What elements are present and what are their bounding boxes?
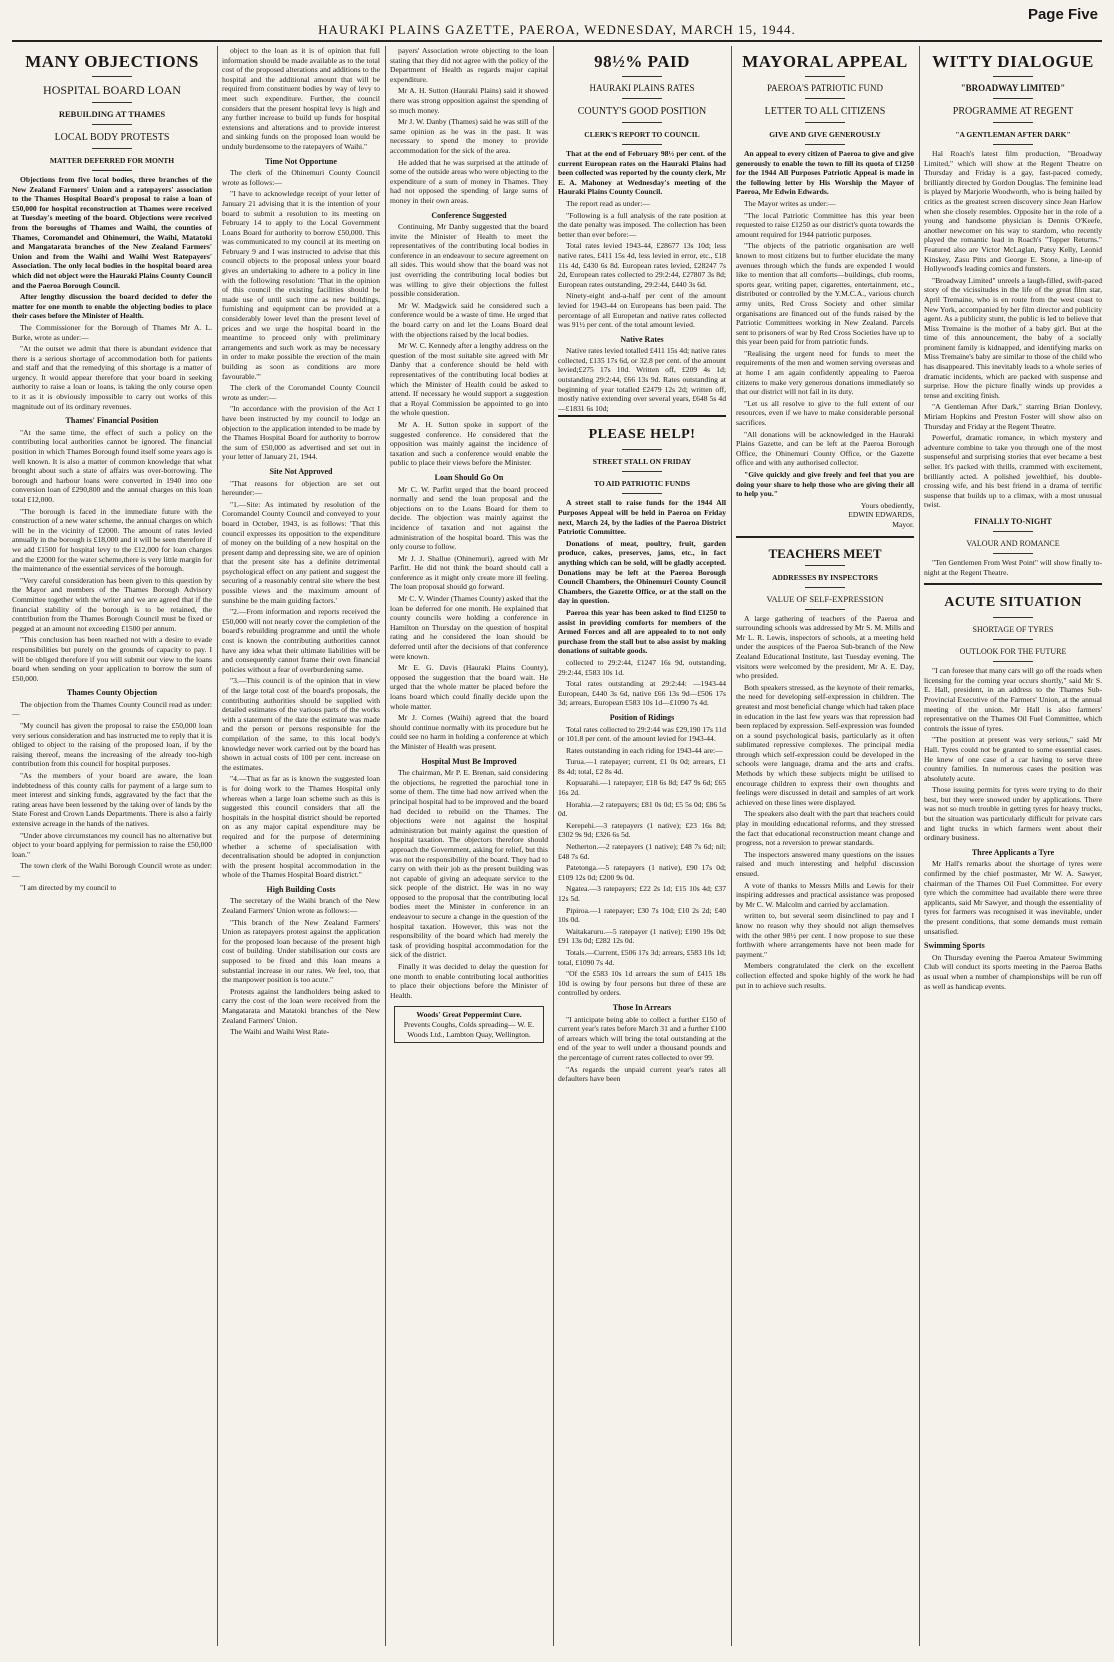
paragraph: "As the members of your board are aware, the loan indebtedness of this county calls for payment of a large sum to meet interest and sinking funds, aggravated by the fact that the rating areas have been lessened by the taking over of lands by the State Forest and Crown Lands Departments. There is also a fairly extensive acreage in the hands of the natives. [12,771,212,828]
paragraph: Mr A. H. Sutton (Hauraki Plains) said it showed there was strong opposition against the spending of so much money. [390,86,548,115]
deck: LOCAL BODY PROTESTS [54,132,170,143]
masthead [12,6,1102,42]
headline-mayoral-appeal: MAYORAL APPEAL [742,52,908,71]
paragraph: Finally it was decided to delay the question for one month to enable contributing local authorities to place their objections before the Minister of Health. [390,962,548,1000]
subheading-swimming-sports: Swimming Sports [924,941,985,951]
divider [622,493,662,494]
paragraph: A large gathering of teachers of the Paeroa and surrounding schools was addressed by Mr S. M. Mills and Mr L. R. Lewis, inspectors of schools, at a meeting held under the auspices of the Paeroa Sub-branch of the New Zealand Educational Institute, last Tuesday evening. The visitors were welcomed by the president, Mr A. E. Day, who presided. [736,613,914,681]
headline-finally-tonight: FINALLY TO-NIGHT [974,516,1052,526]
divider [622,76,662,77]
paragraph: "I anticipate being able to collect a further £150 of current year's rates before March 31 and a further £100 of arrears which will bring the total outstanding at the end of the year to well under a thousand pounds and the percentage of current rates collected to over 99. [558,1014,726,1062]
paragraph: Kerepehi.—3 ratepayers (1 native); £23 16s 8d; £302 9s 9d; £326 6s 5d. [558,820,726,840]
headline-acute-situation: ACUTE SITUATION [944,595,1082,611]
paragraph: "At the outset we admit that there is abundant evidence that there is a serious shortage of accommodation both for patients and staff and that the remedying of this shortage is a matter of urgency. It would appear therefore that your board in seeking authority to raise a loan or loans, is taking the only course open to it as it is obviously impossible to carry out works of this magnitude out of its ordinary revenues. [12,344,212,411]
acute-situation-article [924,583,1102,936]
paragraph: Patetonga.—5 ratepayers (1 native), £90 17s 0d; £109 12s 0d; £200 9s 0d. [558,863,726,882]
divider [993,144,1033,145]
paragraph: Mr W. C. Kennedy after a lengthy address on the question of the most suitable site agreed with Mr Danby that a conference should be held with representatives of the contributing local bodies at which the Minister of Health could be asked to attend. If necessary he would support a suggestion that a Royal Commission be appointed to go into the whole question. [390,341,548,418]
advertisement-peppermint-cure [394,1006,544,1043]
paragraph: "The borough is faced in the immediate future with the construction of a new water scheme, the annual charges on which will be in the vicinity of £2000. The amount of rates levied annually in the borough is £18,000 and it will be seen therefore if we add £1500 for hospital levy to the £12,000 for loan charges and the £2000 for the water scheme,there is very little margin for the maintenance of the essential services of the borough. [12,506,212,574]
headline-paid: 98½% PAID [594,52,690,71]
subheading: Hospital Must Be Improved [421,756,517,766]
divider [805,144,845,145]
headline-many-objections: MANY OBJECTIONS [25,52,199,71]
masthead-title: HAURAKI PLAINS GAZETTE, PAEROA, WEDNESDAY, MARCH 15, 1944. [318,22,796,37]
divider [92,170,132,171]
deck: COUNTY'S GOOD POSITION [577,106,707,117]
subheading: High Building Costs [266,884,336,894]
paragraph: "Let us all resolve to give to the full extent of our resources, even if we have to make considerable personal sacrifices. [736,398,914,428]
paragraph: written to, but several seem disinclined to pay and I know no reason why they should not align themselves with the other 98½ per cent. I now propose to sue these forthwith where arrangements have not been made for payment." [736,911,914,959]
divider [993,553,1033,554]
teachers-meet-article [736,536,914,910]
divider [805,98,845,99]
paragraph: object to the loan as it is of opinion that full information should be made available as to the total cost of the proposed alterations and additions to the hospital and the additional amount that will be required from constituent bodies by way of levy to meet such expenditure. Further, the council considers that the present hospital levy is high and any further increase to build up funds for hospital extensions and alterations and to provide interest and sinking funds on the proposed loan would be unduly burdensome to the ratepayers of Waihi." [222,46,380,151]
paragraph: Native rates levied totalled £411 15s 4d; native rates collected, £135 17s 6d, or 32.8 per cent. of the amount levied;£275 17s 10d. Written off, £209 4s 1d; outstanding 29:2:44, £66 13s 9d. Rates outstanding at beginning of year totalled £2479 12s 2d; written off, mostly native extending over several years, £648 5s 4d—£1831 6s 10d; [558,346,726,413]
subheading: Loan Should Go On [434,472,504,482]
column-rule [217,46,218,1646]
paragraph: Waitakaruru.—5 ratepayer (1 native); £190 19s 0d; £91 13s 0d; £282 12s 0d. [558,926,726,946]
divider [92,124,132,125]
paragraph: "Of the £583 10s 1d arrears the sum of £415 18s 10d is owing by four persons but three of these are controlled by orders. [558,969,726,998]
paragraph: Mr J. Cornes (Waihi) agreed that the board should continue normally with its procedure but he could see no harm in holding a conference at which the Minister of Health was present. [390,713,548,751]
column-4 [558,46,726,1646]
column-rule [385,46,386,1646]
column-2 [222,46,380,1646]
paragraph: "The local Patriotic Committee has this year been requested to raise £1250 as our district's quota towards the amount required for 1944 patriotic purposes. [736,210,914,239]
paragraph: "Very careful consideration has been given to this question by the Mayor and members of the Thames Borough Advisory Committee together with the writer and we are agreed that if the financial stability of the borough is to be retained, the contribution from the Thames Borough Council must be fixed or pegged at an amount not exceeding £1500 per annum. [12,575,212,633]
paragraph: "A Gentleman After Dark," starring Brian Donlevy, Miriam Hopkins and Preston Foster will show also on Thursday and Friday at the Regent Theatre. [924,402,1102,431]
paragraph: "The objects of the patriotic organisation are well known to most citizens but to further elucidate the many avenues through which the funds are expended I would like to mention that all comforts—buildings, club rooms, sports gear, writing paper, cigarettes, entertainment, etc., distributed or controlled by the Y.M.C.A., various church army units, Red Cross Society and other similar organisations are financed out of the funds raised by the Patriotic Committees working in New Zealand. Parcels sent to prisoners of war by Red Cross Societies have up to this year been paid for from patriotic funds. [736,241,914,347]
signoff: Yours obediently, [860,500,914,510]
paragraph: "My council has given the proposal to raise the £50,000 loan very serious consideration and has instructed me to reply that it is obliged to object to the raising of the proposed loan, if by the raising thereof, means the increasing of the already too-high contribution from this council for hospital purposes. [12,721,212,769]
paragraph: Donations of meat, poultry, fruit, garden produce, cakes, preserves, jams, etc., in fact anything which can be sold, will be gladly accepted. Donations may be left at the Paeroa Borough Council Chambers, the Ohinemuri County Council Chambers, the Gazette Office, or at the stall on the day in question. [558,538,726,606]
deck: HAURAKI PLAINS RATES [589,83,695,93]
paragraph: Mr C. W. Parfitt urged that the board proceed normally and send the loan proposal and the objections on to the Loans Board for them to decide. The objection was mainly against the incidence of taxation and not against the administration of the hospital board. This was the only course to follow. [390,484,548,552]
subheading: Conference Suggested [431,210,507,220]
paragraph: Both speakers stressed, as the keynote of their remarks, the need for developing self-expression in children. The greatest and most beneficial change which had taken place in education in the last few years was that repression had been replaced by expression. Self-expression was founded on a sound psychological basis, particularly as it often sublimated repressive complexes. The principal media through which self-expression could be developed in the schools were language, drama and the arts and crafts. Methods by which these subjects might be utilised to encourage children to express their own thoughts and feelings were discussed in detail and samples of art work achieved on these lines were displayed. [736,682,914,807]
paragraph: Pipiroa.—1 ratepayer; £30 7s 10d; £10 2s 2d; £40 10s 0d. [558,905,726,925]
column-rule [731,46,732,1646]
please-help-article [558,415,726,656]
paragraph: The secretary of the Waihi branch of the New Zealand Farmers' Union wrote as follows:— [222,896,380,916]
paragraph: Mr Hall's remarks about the shortage of tyres were confirmed by the chief postmaster, Mr W. A. Sawyer, chairman of the Thames Oil Fuel Committee. For every tyre which the committee had available there were three applicants, said Mr Sawyer, and though the essentiality of tyres for farmers was recognised it was inevitable, under the present conditions, that some demands must remain unsatisfied. [924,859,1102,936]
subheading: Those In Arrears [612,1002,672,1012]
paragraph: The town clerk of the Waihi Borough Council wrote as under:— [12,861,212,880]
paragraph: A street stall to raise funds for the 1944 All Purposes Appeal will be held in Paeroa on Friday next, March 24, by the ladies of the Paeroa District Patriotic Committee. [558,498,726,537]
deck: PROGRAMME AT REGENT [952,106,1074,117]
deck: ADDRESSES BY INSPECTORS [772,572,878,582]
divider [805,122,845,123]
signoff: Mayor. [892,519,914,529]
paragraph: Total rates outstanding at 29:2:44: —1943-44 European, £440 3s 6d, native £66 13s 9d—£506 17s 3d; arrears, European £583 10s 1d—£1090 7s 4d. [558,679,726,708]
subheading: Position of Ridings [609,712,675,722]
divider [993,122,1033,123]
deck: SHORTAGE OF TYRES [972,625,1054,635]
page-number: Page Five [1027,6,1098,23]
paragraph: The Commissioner for the Borough of Thames Mr A. L. Burke, wrote as under:— [12,322,212,342]
signoff: EDWIN EDWARDS, [848,510,914,520]
paragraph: Powerful, dramatic romance, in which mystery and adventure combine to take you through one of the most suspenseful and surprising stories that ever became a best seller. It's packed with thrills, crammed with excitement, brilliantly acted. A polished jewelthief, his double-crossing wife, and his best friend in a drama of terrific suspense that builds up to a climax, with a most unusual twist. [924,433,1102,510]
deck: "A GENTLEMAN AFTER DARK" [955,130,1071,139]
lead-paragraph: An appeal to every citizen of Paeroa to give and give generously to enable the town to fill its quota of £1250 for the 1944 All Purposes Patriotic Appeal is made in the following letter by His Worship the Mayor of Paeroa, Mr Edwin Edwards. [736,149,914,197]
paragraph: Horahia.—2 ratepayers; £81 0s 0d; £5 5s 0d; £86 5s 0d. [558,799,726,819]
paragraph: The objection from the Thames County Council read as under:— [12,699,212,719]
divider [993,76,1033,77]
paragraph: Paeroa this year has been asked to find £1250 to assist in providing comforts for members of the Armed Forces and all are appealed to to not only purchase from the stall but to also assist by making donations of suitable goods. [558,607,726,656]
paragraph: Members congratulated the clerk on the excellent collection effected and spoke highly of the work he had put in to achieve such results. [736,961,914,990]
paragraph: Turua.—1 ratepayer; current, £1 0s 0d; arrears, £1 8s 4d; total, £2 8s 4d. [558,757,726,776]
divider [622,144,662,145]
divider [993,531,1033,532]
paragraph: Mr J. W. Danby (Thames) said he was still of the same opinion as he was in the past. It was necessary to spend the money to provide accommodation for the sick of the area. [390,117,548,155]
paragraph: "Following is a full analysis of the rate position at the date penalty was imposed. The collection has been better than ever before:— [558,210,726,239]
column-5 [736,46,914,1646]
deck: HOSPITAL BOARD LOAN [43,83,181,97]
paragraph: Rates outstanding in each riding for 1943-44 are:— [566,745,723,755]
deck: GIVE AND GIVE GENEROUSLY [769,130,881,139]
paragraph: Totals.—Current, £506 17s 3d; arrears, £583 10s 1d; total, £1090 7s 4d. [558,947,726,967]
column-rule [919,46,920,1646]
subheading: Site Not Approved [269,466,333,476]
divider [92,76,132,77]
paragraph: Protests against the landholders being asked to carry the cost of the loan were received from the Mangatarata and Matatoki branches of the New Zealand Farmers' Union. [222,986,380,1025]
paragraph: Those issuing permits for tyres were trying to do their best, but they were snowed under by applications. There was not so much trouble in getting tyres for heavy trucks, but the situation was particularly difficult for private cars and light trucks in which farmers went about their ordinary business. [924,785,1102,843]
deck: OUTLOOK FOR THE FUTURE [959,647,1067,657]
headline-please-help: PLEASE HELP! [588,427,696,443]
deck: "BROADWAY LIMITED" [960,83,1066,93]
paragraph: "As regards the unpaid current year's rates all defaulters have been [558,1064,726,1084]
lead-paragraph: After lengthy discussion the board decided to defer the matter for one month to enable the objecting bodies to place their cases before the Minister of Health. [12,292,212,321]
paragraph: Mr A. H. Sutton spoke in support of the suggested conference. He considered that the opposition was mainly against the incidence of taxation and such a conference would enable the public to place their views before the Minister. [390,419,548,468]
lead-paragraph: Objections from five local bodies, three branches of the New Zealand Farmers' Union and a ratepayers' association to the Thames Hospital Board's proposal to raise a loan of £50,000 for hospital reconstruction at Thames were received at Tuesday's meeting of the board. Objections were received from the boroughs of Thames and Waihi, the counties of Thames, Coromandel and Ohinemuri, the Waihi, Matatoki and Mangatarata branches of the New Zealand Farmers' Union and from the Waihi and Waihi West Ratepayers' Association. The only local bodies in the hospital board area which did not object were the Hauraki Plains County Council and the Paeroa Borough Council. [12,175,212,290]
paragraph: The clerk of the Ohinemuri County Council wrote as follows:— [222,168,380,187]
divider [805,609,845,610]
divider [622,471,662,472]
paragraph: The chairman, Mr P. E. Brenan, said considering the objections, he regretted the parochial tone in some of them. The time had now arrived when the principal hospital had to be improved and the board had decided to rebuild on the Thames. The objections were not against the hospital administration but mainly against the question of hospital taxation. The objectors therefore should approach the Government, asking for relief, but this was not the responsibility of the board. They had to carry on with their job as the present building was not capable of giving an adequate service to the sick people of the district. He was in no way opposed to the proposal that the contributing local bodies meet the Minister in conference in an endeavour to secure a change in the question of the hospital taxation. However, this was not the responsibility of the board which had merely the task of providing hospital accommodation for the sick of the district. [390,768,548,960]
divider [622,449,662,450]
column-3 [390,46,548,1646]
column-1 [12,46,212,1646]
paragraph: Mr W. Madgwick said he considered such a conference would be a waste of time. He urged that the board carry on and let the Loans Board deal with the objections raised by the local bodies. [390,300,548,339]
paragraph: "I am directed by my council to [20,882,117,892]
subheading: Thames County Objection [66,688,158,698]
paragraph: Total rates collected to 29:2:44 was £29,190 17s 11d or 101.8 per cent. of the amount levied for 1943-44. [558,724,726,744]
paragraph: "The position at present was very serious," said Mr Hall. Tyres could not be granted to some essential cases. He knew of one case of a car having to serve three country families. In numerous cases the position was absolutely acute. [924,735,1102,783]
paragraph: "That reasons for objection are set out hereunder:— [222,478,380,498]
paragraph: The speakers also dealt with the part that teachers could play in moulding educational reforms, and they stressed the fact that educational reconstruction meant change and progress, not a reversion to prewar standards. [736,809,914,848]
divider [805,587,845,588]
paragraph: Continuing, Mr Danby suggested that the board invite the Minister of Health to meet the representatives of the contributing local bodies in conference in an endeavour to secure agreement on all sides. This would show that the board was not just overriding the contributing local bodies but was willing to give their objections the fullest possible consideration. [390,222,548,299]
subheading: Thames' Financial Position [65,416,159,426]
divider [993,98,1033,99]
subheading: Three Applicants a Tyre [971,847,1055,857]
paragraph: "I can foresee that many cars will go off the roads when licensing for the coming year occurs shortly," said Mr S. E. Hall, president, in an address to the Thames Sub-Provincial Executive of the Farmers' Union, at the annual meeting of the union. Mr Hall is also farmers' representative on the Thames Oil Fuel Committee, which controls the issue of tyres. [924,666,1102,733]
divider [92,148,132,149]
paragraph: "Give quickly and give freely and feel that you are doing your share to help those who are giving their all to help you." [736,470,914,499]
paragraph: Mr J. J. Shallue (Ohinemuri), agreed with Mr Parfitt. He did not think the board should call a conference as it might only create more ill feeling. The loan proposal should go forward. [390,553,548,592]
paragraph: "All donations will be acknowledged in the Hauraki Plains Gazette, and can be left at the Paeroa Borough Office, the Ohinemuri County Office, or the Gazette office and with any authorised collector. [736,429,914,468]
deck: VALOUR AND ROMANCE [966,538,1060,548]
paragraph: The report read as under:— [566,198,650,208]
divider [993,639,1033,640]
paragraph: "I have to acknowledge receipt of your letter of January 21 advising that it is the intention of your board to submit a resolution to its meeting on February 14 to apply to the Local Government Loans Board for authority to borrow £50,000. This was communicated to my council at its meeting on February 9 and I was instructed to advise that this council objects to the proposal unless your board gives an undertaking to adhere to a policy in line with the following resolution: 'That in the opinion of this council the existing facilities should be made use of until such time as new buildings, furnishing and equipment can be provided at a considerably lower level than the present level of prices and we urge the hospital board in the meantime to proceed only with preliminary arrangements and such work as may be necessary in order to make possible the erection of the main building as soon as conditions are more favourable.'" [222,189,380,381]
deck: MATTER DEFERRED FOR MONTH [49,156,175,165]
headline-witty-dialogue: WITTY DIALOGUE [932,52,1094,71]
deck: REBUILDING AT THAMES [58,109,166,119]
newspaper-page [12,6,1102,1646]
paragraph: "In accordance with the provision of the Act I have been instructed by my council to lodge an objection to the application intended to be made by the Thames Hospital Board for authority to borrow the sum of £50,000 as advertised and set out in your letter of January 21, 1944. [222,404,380,462]
headline-teachers-meet: TEACHERS MEET [768,545,882,561]
paragraph: payers' Association wrote objecting to the loan stating that they did not agree with the policy of the Department of Health as regards major capital expenditure. [390,46,548,84]
paragraph: "4.—That as far as is known the suggested loan is for doing work to the Thames Hospital only whereas when a large loan scheme such as this is suggested this council considers that all the hospitals in the hospital district should be reported on as any major capital expenditure may be required and for the purpose of determining whether a scheme of specialisation with decentralisation should be adopted in conjunction with the present hospital accommodation in the whole of the Thames Hospital Board district." [222,774,380,880]
paragraph: Hal Roach's latest film production, "Broadway Limited," which will show at the Regent Theatre on Thursday and Friday is a gay, fast-paced comedy, brilliantly directed by Gordon Douglas. The feminine lead is played by Marjorie Woodworth, who is being hailed by critics as the greatest screen discovery since Jean Harlow when she closely resembles. Opposite her in the role of a young and handsome physician is Dennis O'Keefe, another newcomer on his way to stardom, who recently played the romantic lead in Roach's "Topper Returns." Featured also are Victor McLaglan, Patsy Kelly, Leonid Kinskey, Zasu Pitts and George E. Stone, a line-up of Hollywood's leading comics and funsters. [924,149,1102,274]
paragraph: Total rates levied 1943-44, £28677 13s 10d; less native rates, £411 15s 4d, less levied in error, etc., £18 11s 4d, £430 6s 8d. European rates levied, £28247 7s 2d, European rates collected to 29:2:44, £27807 3s 8d; European rates outstanding, 29:2:44, £440 3s 6d. [558,241,726,289]
paragraph: Ngatea.—3 ratepayers; £22 2s 1d; £15 10s 4d; £37 12s 5d. [558,884,726,903]
divider [805,76,845,77]
paragraph: Netherton.—2 ratepayers (1 native); £48 7s 6d; nil; £48 7s 6d. [558,842,726,861]
divider [622,98,662,99]
paragraph: Ninety-eight and-a-half per cent of the amount levied for 1943-44 on Europeans has been paid. The percentage of all Europetan and native rates collected was 91½ per cent. of the total amount levied. [558,291,726,330]
paragraph: "Ten Gentlemen From West Point" will show finally to-night at the Regent Theatre. [924,557,1102,577]
column-rule [553,46,554,1646]
subheading: Time Not Opportune [265,156,337,166]
divider [622,122,662,123]
divider [92,102,132,103]
paragraph: Kopuarahi.—1 ratepayer; £18 6s 8d; £47 9s 6d; £65 16s 2d. [558,778,726,798]
divider [993,661,1033,662]
lead-paragraph: That at the end of February 98½ per cent. of the current European rates on the Hauraki Plains had been collected was reported by the county clerk, Mr E. A. Mahoney at Wednesday's meeting of the Hauraki Plains County Council. [558,149,726,197]
paragraph: The clerk of the Coromandel County Council wrote as under:— [222,383,380,402]
paragraph: The Mayor writes as under:— [744,198,836,208]
paragraph: The Waihi and Waihi West Rate- [230,1027,330,1037]
paragraph: "Realising the urgent need for funds to meet the requirements of the men and women serving overseas and at home I am again confidently appealing to Paeroa citizens to make very generous donations immediately so that our district will not fail in its duty. [736,348,914,397]
paragraph: "3.—This council is of the opinion that in view of the large total cost of the board's proposals, the contributing authorities should be supplied with detailed estimates of the various parts of the works with a statement of the date the estimate was made and the person or persons responsible for the compilation of the same, to this local body's knowledge never work carried out by the board has shown in actual costs of 100 per cent. increase on the estimates. [222,676,380,772]
divider [993,617,1033,618]
paragraph: "This conclusion has been reached not with a desire to evade responsibilities but purely on the grounds of capacity to pay. I will be obliged therefore if you will submit our view to the loans board when sending on your application to borrow the sum of £50,000. [12,635,212,683]
paragraph: "Broadway Limited" unreels a laugh-filled, swift-paced story of the vicissitudes in the life of the great film star, April Tremaine, who is en route from the west coast to New York, accompanied by her film director and publicity agent. As a publicity stunt, the public is led to believe that Miss Tremaine is the mother of a baby girl. But at the time of this announcement, the baby of a socially prominent family is kidnapped, and identifying marks on Miss Tremaine's baby are similar to those of the child who has disappeared. This inevitably leads to a whole series of dramatic incidents, which are packed with suspense and surprise. How the picture finally winds up provides a tense and exciting finish. [924,275,1102,400]
deck: TO AID PATRIOTIC FUNDS [593,479,691,489]
paragraph: He added that he was surprised at the attitude of some of the outside areas who were objecting to the expenditure of a sum of money in Thames. They had not opposed the spending of large sums of money in their own areas. [390,157,548,205]
paragraph: Mr C. V. Winder (Thames County) asked that the loan be deferred for one month. He explained that county councils were holding a conference in Hamilton on Thursday on the question of hospital rating and he considered the loan should be deferred until after the decisions of that conference were known. [390,594,548,661]
deck: PAEROA'S PATRIOTIC FUND [767,83,883,93]
paragraph: "This branch of the New Zealand Farmers' Union as ratepayers protest against the application for the proposed loan because of the present high cost of building. Under stabilisation our costs are supposed to be fixed and this loan means a substantial increase in our rates. We feel, too, that the manpower position is too acute." [222,917,380,985]
column-6 [924,46,1102,1646]
paragraph: "2.—From information and reports received the £50,000 will not nearly cover the completion of the board's rebuilding programme and until the whole cost is known the contributing authorities cannot have any idea what their ultimate liabilities will be and consequently cannot frame their own financial policies without a fear of overburdening same. [222,607,380,674]
divider [805,565,845,566]
paragraph: A vote of thanks to Messrs Mills and Lewis for their inspiring addresses and practical assistance was proposed by Mr C. W. Malcolm and carried by acclamation. [736,880,914,909]
deck: VALUE OF SELF-EXPRESSION [766,593,884,604]
paragraph: collected to 29:2:44, £1247 16s 9d, outstanding, 29:2:44, £583 10s 1d. [558,657,726,677]
columns [12,46,1102,1646]
paragraph: On Thursday evening the Paeroa Amateur Swimming Club will conduct its sports meeting in the Paeroa Baths as usual when a number of championships will be run off as well as handicap events. [924,952,1102,991]
paragraph: "Under above circumstances my council has no alternative but object to your board applying for permission to raise the £50,000 loan." [12,830,212,859]
paragraph: "1.—Site: As intimated by resolution of the Coromandel County Council and conveyed to your board in October, 1943, is as follows: 'That this council expresses its opposition to the expenditure of money on the building of a new hospital on the present damp and depressing site, we are of opinion that the present site has a definite detrimental psychological effect on any patient and suggest the securing of a reasonably central site where the best possible views and the maximum amount of sunshine be the main guiding factors.' [222,499,380,605]
paragraph: Mr E. G. Davis (Hauraki Plains County), opposed the suggestion that the board wait. He urged that the whole matter be placed before the loans board which could finally decide upon the whole matter. [390,663,548,711]
paragraph: The inspectors answered many questions on the issues raised and much interesting and helpful discussion ensued. [736,849,914,878]
ad-body: Prevents Coughs, Colds spreading— W. E. Woods Ltd., Lambton Quay, Wellington. [403,1020,535,1039]
subheading: Native Rates [620,334,664,344]
ad-title: Woods' Great Peppermint Cure. [416,1010,522,1020]
deck: LETTER TO ALL CITIZENS [764,106,886,117]
deck: CLERK'S REPORT TO COUNCIL [584,130,700,139]
deck: STREET STALL ON FRIDAY [592,457,692,467]
paragraph: "At the same time, the effect of such a policy on the contributing local authorities cannot be ignored. The financial position in which Thames Borough found itself some years ago is well known. It is also a matter of common knowledge that what brought about such a state of affairs was over-borrowing. The borough and harbour loans were converted in 1940 into one conversion loan of £290,800 and the annual charges on this loan total £12,000. [12,427,212,504]
